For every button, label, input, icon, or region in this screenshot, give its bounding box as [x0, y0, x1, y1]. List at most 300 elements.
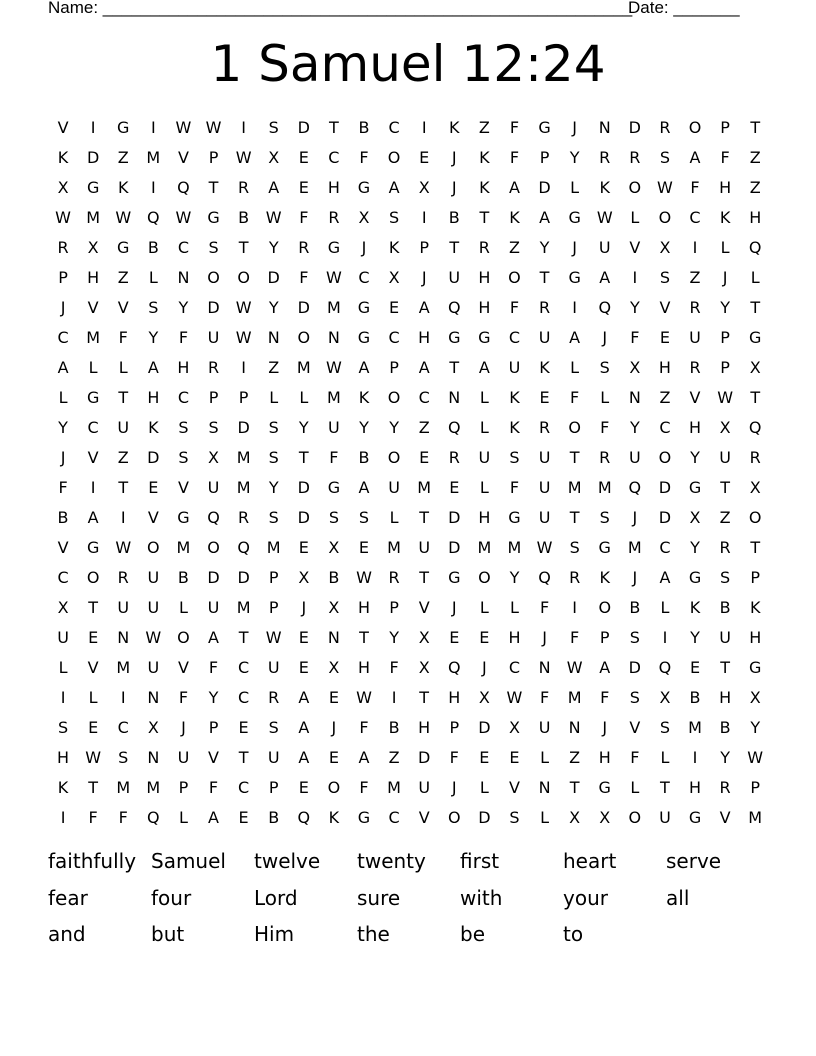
grid-letter: L: [299, 388, 309, 407]
grid-letter: Q: [237, 538, 250, 557]
grid-letter: K: [689, 598, 701, 617]
grid-letter: K: [509, 208, 520, 227]
grid-letter: P: [208, 388, 219, 407]
grid-letter: V: [418, 598, 430, 617]
grid-letter: D: [147, 448, 160, 467]
grid-letter: I: [662, 628, 668, 647]
grid-letter: L: [570, 178, 580, 197]
grid-letter: W: [235, 298, 252, 317]
grid-letter: O: [387, 148, 401, 167]
grid-letter: M: [116, 778, 131, 797]
grid-letter: P: [419, 238, 429, 257]
grid-letter: T: [449, 358, 460, 377]
grid-row: [48, 413, 770, 443]
grid-letter: Q: [447, 298, 461, 317]
word-bank: [48, 845, 769, 955]
grid-letter: U: [538, 478, 551, 497]
grid-letter: F: [570, 388, 580, 407]
grid-letter: T: [569, 508, 580, 527]
grid-letter: G: [86, 178, 100, 197]
grid-letter: C: [177, 238, 189, 257]
grid-letter: I: [241, 118, 246, 137]
grid-row: [48, 743, 770, 773]
grid-letter: F: [690, 178, 700, 197]
grid-letter: N: [117, 628, 130, 647]
grid-letter: V: [208, 748, 219, 767]
grid-letter: B: [147, 238, 159, 257]
grid-letter: X: [328, 538, 340, 557]
grid-letter: R: [448, 448, 460, 467]
grid-letter: S: [148, 298, 159, 317]
grid-letter: U: [267, 748, 280, 767]
grid-letter: T: [720, 658, 730, 677]
grid-letter: C: [238, 688, 250, 707]
grid-letter: E: [479, 748, 490, 767]
grid-letter: W: [356, 568, 372, 587]
grid-letter: P: [268, 598, 279, 617]
page-title: 1 Samuel 12:24: [210, 35, 606, 93]
name-field: Name: ________________________________________________________: [48, 0, 633, 17]
grid-letter: E: [358, 538, 370, 557]
grid-letter: G: [448, 328, 461, 347]
grid-letter: E: [419, 448, 430, 467]
grid-letter: G: [598, 538, 611, 557]
grid-letter: R: [238, 178, 250, 197]
grid-letter: H: [689, 778, 702, 797]
grid-letter: I: [632, 268, 638, 287]
grid-letter: Y: [539, 238, 550, 257]
grid-letter: I: [60, 808, 66, 827]
grid-letter: D: [297, 118, 310, 137]
grid-letter: Y: [569, 148, 580, 167]
grid-letter: E: [88, 628, 99, 647]
grid-letter: Y: [389, 628, 399, 647]
grid-letter: L: [509, 598, 519, 617]
grid-letter: N: [598, 118, 611, 137]
grid-letter: F: [600, 688, 610, 707]
grid-letter: S: [509, 448, 520, 467]
grid-letter: S: [629, 628, 640, 647]
grid-letter: Y: [720, 748, 730, 767]
grid-row: [48, 473, 770, 503]
grid-letter: N: [177, 268, 190, 287]
grid-letter: D: [267, 268, 280, 287]
grid-letter: C: [388, 808, 400, 827]
grid-letter: P: [539, 148, 550, 167]
grid-letter: A: [298, 718, 310, 737]
grid-letter: Q: [447, 418, 461, 437]
grid-letter: E: [238, 718, 249, 737]
grid-letter: E: [148, 478, 159, 497]
grid-letter: C: [388, 328, 400, 347]
grid-letter: F: [539, 688, 550, 707]
grid-letter: O: [237, 268, 250, 287]
grid-letter: U: [117, 598, 130, 617]
search-word: all: [666, 885, 690, 910]
grid-letter: U: [207, 478, 220, 497]
search-word: serve: [666, 849, 722, 873]
grid-letter: A: [539, 208, 551, 227]
grid-letter: O: [598, 598, 612, 617]
grid-letter: U: [478, 448, 491, 467]
grid-letter: Y: [690, 448, 700, 467]
grid-letter: J: [421, 268, 427, 287]
grid-letter: J: [451, 778, 457, 797]
grid-letter: O: [207, 268, 220, 287]
grid-letter: Z: [117, 148, 129, 167]
grid-letter: G: [177, 508, 190, 527]
grid-letter: G: [598, 778, 611, 797]
grid-letter: C: [388, 118, 400, 137]
grid-letter: L: [479, 478, 489, 497]
grid-letter: E: [328, 688, 339, 707]
grid-letter: K: [148, 418, 159, 437]
grid-letter: R: [719, 538, 731, 557]
grid-letter: I: [572, 598, 577, 617]
grid-letter: X: [388, 268, 400, 287]
grid-letter: J: [181, 718, 186, 737]
grid-letter: L: [389, 508, 399, 527]
letter-grid: [48, 113, 770, 833]
grid-letter: P: [208, 718, 219, 737]
grid-letter: M: [567, 688, 582, 707]
grid-letter: T: [359, 628, 369, 647]
search-word: be: [460, 922, 485, 946]
grid-letter: E: [298, 778, 309, 797]
grid-letter: M: [326, 298, 341, 317]
grid-letter: J: [451, 598, 457, 617]
grid-letter: J: [301, 598, 307, 617]
grid-letter: H: [177, 358, 190, 377]
grid-letter: L: [479, 418, 489, 437]
grid-letter: J: [331, 718, 337, 737]
grid-letter: V: [177, 478, 189, 497]
grid-letter: P: [268, 568, 279, 587]
grid-letter: H: [749, 628, 762, 647]
grid-letter: H: [598, 748, 611, 767]
grid-letter: X: [418, 658, 430, 677]
grid-letter: D: [207, 298, 220, 317]
word-row: [48, 882, 769, 919]
grid-row: [48, 713, 770, 743]
grid-letter: R: [207, 358, 220, 377]
grid-letter: W: [175, 118, 192, 137]
grid-letter: R: [629, 148, 641, 167]
grid-letter: N: [147, 748, 160, 767]
grid-letter: F: [509, 118, 520, 137]
grid-letter: A: [418, 358, 430, 377]
grid-letter: T: [238, 238, 249, 257]
grid-letter: E: [298, 658, 309, 677]
grid-letter: T: [238, 628, 249, 647]
grid-letter: F: [299, 268, 309, 287]
grid-letter: R: [328, 208, 340, 227]
grid-letter: A: [57, 358, 69, 377]
grid-letter: H: [418, 718, 431, 737]
grid-letter: S: [208, 238, 219, 257]
search-word: Samuel: [151, 849, 226, 873]
grid-letter: F: [600, 418, 610, 437]
grid-letter: J: [602, 718, 608, 737]
grid-letter: V: [57, 118, 69, 137]
search-word: Him: [254, 922, 295, 946]
grid-letter: R: [538, 298, 551, 317]
grid-letter: W: [175, 208, 192, 227]
grid-letter: C: [117, 718, 129, 737]
grid-letter: A: [478, 358, 490, 377]
grid-letter: S: [268, 718, 279, 737]
grid-letter: L: [600, 388, 610, 407]
grid-row: [48, 293, 770, 323]
grid-letter: Q: [658, 658, 672, 677]
grid-letter: E: [298, 148, 309, 167]
grid-letter: L: [570, 358, 580, 377]
grid-letter: S: [208, 418, 219, 437]
grid-letter: S: [720, 568, 731, 587]
grid-letter: P: [720, 118, 730, 137]
date-field: Date: _______: [628, 0, 740, 17]
grid-letter: D: [86, 148, 100, 167]
grid-letter: F: [118, 808, 128, 827]
grid-letter: F: [389, 658, 399, 677]
grid-letter: T: [208, 178, 219, 197]
grid-letter: R: [238, 508, 250, 527]
grid-letter: N: [628, 388, 641, 407]
grid-letter: L: [148, 268, 158, 287]
grid-letter: A: [599, 268, 611, 287]
grid-letter: Y: [389, 418, 399, 437]
grid-letter: K: [509, 388, 520, 407]
grid-row: [48, 233, 770, 263]
grid-letter: U: [388, 478, 400, 497]
grid-letter: P: [389, 598, 399, 617]
grid-letter: W: [506, 688, 523, 707]
grid-letter: A: [418, 298, 430, 317]
grid-letter: T: [298, 448, 309, 467]
grid-letter: U: [538, 448, 551, 467]
grid-letter: W: [356, 688, 372, 707]
grid-letter: U: [538, 328, 551, 347]
grid-letter: X: [599, 808, 611, 827]
grid-letter: Q: [147, 208, 160, 227]
grid-letter: Q: [538, 568, 551, 587]
grid-letter: K: [599, 568, 610, 587]
grid-letter: G: [86, 538, 100, 557]
grid-letter: O: [387, 388, 401, 407]
grid-letter: W: [145, 628, 162, 647]
grid-letter: F: [720, 148, 730, 167]
grid-letter: S: [57, 718, 69, 737]
grid-letter: T: [660, 778, 670, 797]
grid-letter: G: [117, 238, 130, 257]
grid-letter: U: [719, 448, 731, 467]
search-word: twelve: [254, 849, 321, 873]
grid-letter: A: [298, 748, 310, 767]
grid-letter: S: [599, 508, 610, 527]
grid-letter: A: [388, 178, 400, 197]
grid-letter: W: [566, 658, 583, 677]
grid-letter: Y: [208, 688, 219, 707]
grid-letter: H: [147, 388, 160, 407]
grid-letter: G: [749, 658, 762, 677]
grid-row: [48, 503, 770, 533]
grid-letter: G: [688, 478, 702, 497]
grid-letter: B: [629, 598, 641, 617]
grid-letter: K: [388, 238, 400, 257]
grid-letter: F: [570, 628, 580, 647]
grid-letter: U: [538, 718, 551, 737]
grid-letter: M: [236, 598, 251, 617]
grid-letter: V: [719, 808, 731, 827]
grid-letter: M: [507, 538, 522, 557]
search-word: fear: [48, 885, 88, 910]
grid-letter: U: [328, 418, 340, 437]
grid-letter: A: [659, 568, 671, 587]
grid-letter: H: [478, 508, 491, 527]
grid-letter: L: [750, 268, 760, 287]
grid-letter: Z: [478, 118, 490, 137]
grid-letter: H: [357, 598, 370, 617]
grid-letter: E: [509, 748, 520, 767]
grid-letter: N: [538, 658, 551, 677]
grid-letter: F: [329, 448, 339, 467]
grid-letter: E: [298, 628, 309, 647]
grid-letter: M: [567, 478, 582, 497]
search-word: first: [460, 849, 500, 873]
search-word: heart: [563, 849, 617, 873]
grid-letter: T: [539, 268, 550, 287]
grid-letter: B: [448, 208, 460, 227]
grid-letter: J: [60, 298, 66, 317]
grid-letter: X: [268, 148, 280, 167]
grid-letter: G: [749, 328, 762, 347]
grid-letter: J: [542, 628, 547, 647]
grid-letter: U: [207, 598, 220, 617]
grid-letter: M: [176, 538, 191, 557]
grid-letter: X: [328, 658, 340, 677]
grid-letter: U: [689, 328, 701, 347]
grid-letter: B: [719, 598, 731, 617]
grid-letter: U: [177, 748, 190, 767]
grid-letter: O: [658, 448, 672, 467]
grid-letter: M: [86, 328, 101, 347]
grid-letter: F: [630, 748, 640, 767]
grid-letter: B: [57, 508, 69, 527]
grid-letter: T: [329, 118, 339, 137]
grid-letter: F: [539, 598, 550, 617]
grid-letter: Y: [298, 418, 309, 437]
grid-letter: I: [692, 748, 698, 767]
grid-letter: O: [478, 568, 491, 587]
grid-letter: J: [451, 148, 457, 167]
grid-letter: V: [659, 298, 671, 317]
grid-letter: M: [146, 148, 161, 167]
grid-letter: M: [748, 808, 763, 827]
grid-letter: G: [327, 238, 341, 257]
grid-letter: V: [689, 388, 701, 407]
grid-letter: F: [359, 778, 369, 797]
grid-letter: V: [508, 778, 520, 797]
grid-letter: U: [147, 568, 160, 587]
grid-letter: G: [688, 568, 702, 587]
grid-letter: I: [572, 298, 577, 317]
grid-letter: K: [117, 178, 129, 197]
grid-letter: U: [117, 418, 130, 437]
grid-letter: Y: [359, 418, 369, 437]
grid-letter: B: [689, 688, 701, 707]
grid-letter: I: [120, 508, 126, 527]
grid-letter: D: [237, 418, 250, 437]
grid-letter: I: [90, 478, 96, 497]
grid-row: [48, 653, 770, 683]
grid-letter: X: [629, 358, 641, 377]
grid-letter: T: [88, 778, 99, 797]
grid-letter: X: [418, 628, 430, 647]
grid-letter: T: [569, 778, 580, 797]
grid-letter: W: [235, 148, 252, 167]
grid-letter: L: [58, 388, 68, 407]
grid-letter: X: [689, 508, 701, 527]
grid-letter: H: [749, 208, 762, 227]
grid-row: [48, 773, 770, 803]
grid-letter: W: [265, 208, 282, 227]
grid-letter: L: [118, 358, 128, 377]
grid-letter: U: [628, 448, 641, 467]
grid-letter: P: [750, 778, 761, 797]
grid-letter: Q: [207, 508, 220, 527]
search-word: to: [563, 922, 584, 946]
grid-letter: F: [208, 778, 219, 797]
grid-letter: V: [629, 238, 641, 257]
grid-letter: S: [178, 448, 189, 467]
grid-letter: U: [508, 358, 521, 377]
grid-letter: L: [540, 748, 549, 767]
grid-letter: C: [57, 568, 69, 587]
search-word: sure: [357, 885, 401, 910]
grid-letter: U: [418, 538, 431, 557]
grid-letter: Y: [690, 628, 700, 647]
grid-letter: K: [539, 358, 550, 377]
grid-letter: C: [508, 328, 521, 347]
grid-letter: S: [659, 718, 670, 737]
grid-letter: K: [479, 148, 490, 167]
grid-letter: Q: [177, 178, 190, 197]
grid-letter: P: [720, 328, 730, 347]
grid-letter: M: [86, 208, 101, 227]
grid-letter: L: [88, 688, 98, 707]
grid-letter: L: [630, 208, 640, 227]
grid-letter: M: [417, 478, 432, 497]
grid-letter: S: [268, 508, 279, 527]
grid-letter: O: [297, 328, 311, 347]
grid-letter: F: [359, 718, 369, 737]
grid-letter: T: [238, 748, 249, 767]
grid-letter: L: [630, 778, 640, 797]
grid-letter: G: [538, 118, 551, 137]
grid-letter: O: [86, 568, 100, 587]
grid-letter: E: [479, 628, 490, 647]
grid-letter: Q: [147, 808, 160, 827]
grid-letter: L: [540, 808, 549, 827]
grid-letter: P: [599, 628, 610, 647]
grid-letter: F: [509, 148, 520, 167]
grid-letter: M: [116, 658, 131, 677]
grid-letter: Q: [297, 808, 311, 827]
grid-letter: F: [178, 328, 189, 347]
grid-row: [48, 623, 770, 653]
grid-letter: T: [720, 478, 730, 497]
grid-letter: X: [569, 808, 581, 827]
